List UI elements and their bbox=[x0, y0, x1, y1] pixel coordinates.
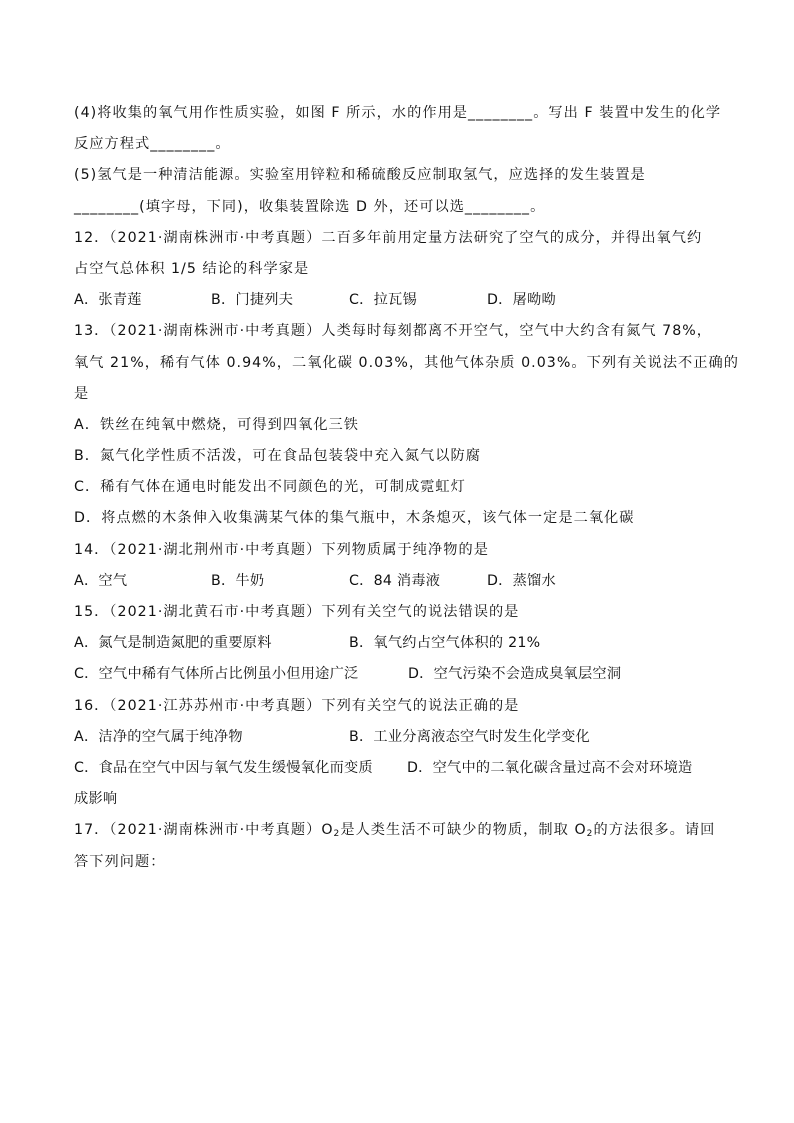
q16-options-row1 bbox=[74, 722, 724, 753]
q13-option-a: A．铁丝在纯氧中燃烧，可得到四氧化三铁 bbox=[74, 416, 360, 433]
q17-stem-line1 bbox=[74, 815, 724, 846]
q16-option-d-continued: 成影响 bbox=[74, 791, 118, 808]
q13-option-b: B．氮气化学性质不活泼，可在食品包装袋中充入氮气以防腐 bbox=[74, 448, 481, 465]
q12-option-c: C．拉瓦锡 bbox=[349, 292, 417, 309]
q16-options-row2 bbox=[74, 753, 724, 784]
q14-stem: 14．（2021·湖北荆州市·中考真题）下列物质属于纯净物的是 bbox=[74, 541, 489, 558]
q16-option-a: A．洁净的空气属于纯净物 bbox=[74, 728, 243, 745]
q17-stem-line2: 答下列问题： bbox=[74, 853, 166, 870]
q15-option-d: D．空气污染不会造成臭氧层空洞 bbox=[408, 666, 622, 683]
q15-option-b: B．氧气约占空气体积的 21% bbox=[349, 635, 541, 652]
q14-option-d: D．蒸馏水 bbox=[487, 572, 556, 589]
q16-option-b: B．工业分离液态空气时发生化学变化 bbox=[349, 728, 590, 745]
q15-option-a: A．氮气是制造氮肥的重要原料 bbox=[74, 635, 272, 652]
q12-stem-line2: 占空气总体积 1/5 结论的科学家是 bbox=[74, 260, 310, 277]
document-page bbox=[74, 98, 740, 878]
q14-option-a: A．空气 bbox=[74, 572, 128, 589]
q13-option-d: D．将点燃的木条伸入收集满某气体的集气瓶中，木条熄灭，该气体一定是二氧化碳 bbox=[74, 510, 635, 527]
q16-option-c: C．食品在空气中因与氧气发生缓慢氧化而变质 bbox=[74, 759, 373, 776]
q15-options-row1 bbox=[74, 628, 724, 659]
q17-subscript-1: 2 bbox=[333, 829, 341, 840]
q13-stem-line2: 氧气 21%，稀有气体 0.94%，二氧化碳 0.03%，其他气体杂质 0.03%。下列有关说法不正确的 bbox=[74, 354, 740, 371]
q12-stem-line1: 12．（2021·湖南株洲市·中考真题）二百多年前用定量方法研究了空气的成分，并得出氧气约 bbox=[74, 229, 703, 246]
q12-option-a: A．张青莲 bbox=[74, 292, 142, 309]
q17-tail: 的方法很多。请回 bbox=[593, 822, 716, 839]
q14-options bbox=[74, 566, 724, 597]
q12-option-d: D．屠呦呦 bbox=[487, 292, 556, 309]
q12-option-b: B．门捷列夫 bbox=[211, 292, 294, 309]
q13-stem-line1: 13．（2021·湖南株洲市·中考真题）人类每时每刻都离不开空气，空气中大约含有氮气 78%， bbox=[74, 323, 713, 340]
q17-mid: 是人类生活不可缺少的物质，制取 O bbox=[340, 822, 587, 839]
q17-lead: 17．（2021·湖南株洲市·中考真题）O bbox=[74, 822, 334, 839]
q11-part5-line1: (5)氢气是一种清洁能源。实验室用锌粒和稀硫酸反应制取氢气，应选择的发生装置是 bbox=[74, 167, 646, 184]
q15-stem: 15．（2021·湖北黄石市·中考真题）下列有关空气的说法错误的是 bbox=[74, 604, 520, 620]
q11-part4-line2: 反应方程式________。 bbox=[74, 136, 231, 153]
q12-options bbox=[74, 285, 724, 316]
q15-options-row2 bbox=[74, 659, 724, 690]
q15-option-c: C．空气中稀有气体所占比例虽小但用途广泛 bbox=[74, 666, 359, 683]
q17-subscript-2: 2 bbox=[586, 829, 594, 840]
q13-option-c: C．稀有气体在通电时能发出不同颜色的光，可制成霓虹灯 bbox=[74, 479, 466, 496]
q16-option-d: D．空气中的二氧化碳含量过高不会对环境造 bbox=[407, 759, 693, 776]
q11-part5-line2: ________(填字母，下同)，收集装置除选 D 外，还可以选________。 bbox=[74, 198, 546, 215]
q16-stem: 16．（2021·江苏苏州市·中考真题）下列有关空气的说法正确的是 bbox=[74, 697, 520, 714]
q13-stem-line3: 是 bbox=[74, 385, 90, 402]
q11-part4-line1: (4)将收集的氧气用作性质实验，如图 F 所示，水的作用是________。写出 F 装置中发生的化学 bbox=[74, 105, 722, 121]
q14-option-c: C．84 消毒液 bbox=[349, 572, 441, 589]
q14-option-b: B．牛奶 bbox=[211, 572, 265, 589]
